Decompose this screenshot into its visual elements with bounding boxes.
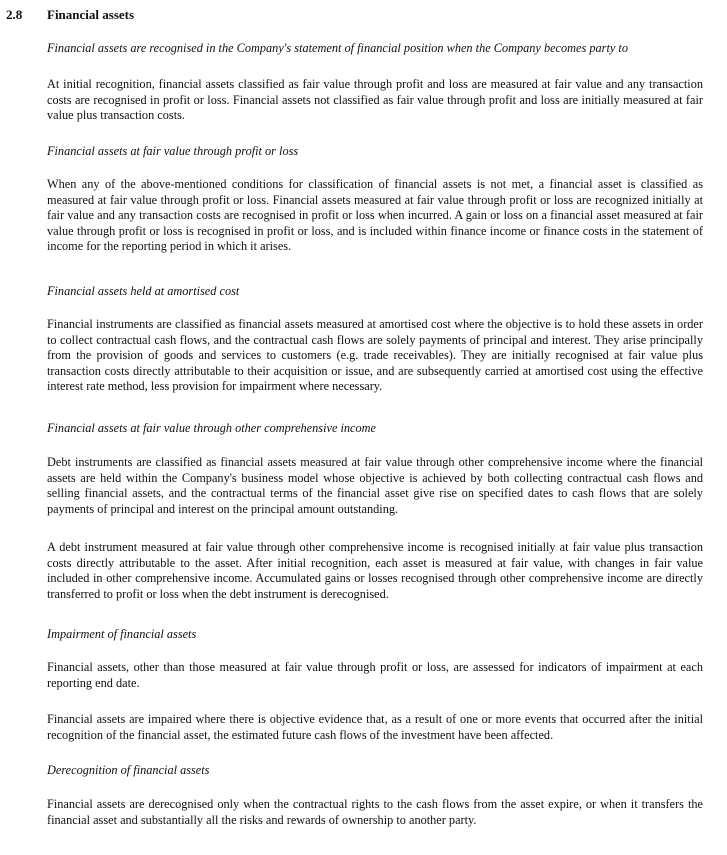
fvoci-classification-paragraph: Debt instruments are classified as financial assets measured at fair value through other comprehensive income where the financial assets are held within the Company's business model whose objective is achieved by both collecting contractual cash flows and selling financial assets, and the contractual terms of the financial asset give rise on specified dates to cash flows that are solely payments of principal and interest on the principal amount outstanding. — [47, 455, 703, 516]
amortised-cost-heading: Financial assets held at amortised cost — [47, 284, 240, 298]
fvoci-heading: Financial assets at fair value through other comprehensive income — [47, 421, 376, 435]
fvoci-measurement-paragraph: A debt instrument measured at fair value through other comprehensive income is recognised initially at fair value plus transaction costs directly attributable to the asset. After initial recognition, each asset is measured at fair value, with changes in fair value included in other comprehensive income. Accumulated gains or losses recognised through other comprehensive income are directly transferred to profit or loss when the debt instrument is derecognised. — [47, 540, 703, 601]
section-number: 2.8 — [6, 7, 23, 22]
initial-recognition-paragraph: At initial recognition, financial assets classified as fair value through profit and loss are measured at fair value and any transaction costs are recognised in profit or loss. Financial assets not classified as fair value through profit and loss are initially measured at fair value plus transaction costs. — [47, 77, 703, 123]
intro-heading: Financial assets are recognised in the Company's statement of financial position when the Company becomes party to — [47, 41, 628, 55]
fvtpl-heading: Financial assets at fair value through profit or loss — [47, 144, 299, 158]
derecognition-heading: Derecognition of financial assets — [47, 763, 210, 777]
derecognition-paragraph: Financial assets are derecognised only when the contractual rights to the cash flows from the asset expire, or when it transfers the financial asset and substantially all the risks and rewards of ownership to another party. — [47, 797, 703, 827]
amortised-cost-paragraph: Financial instruments are classified as financial assets measured at amortised cost where the objective is to hold these assets in order to collect contractual cash flows, and the contractual cash flows are solely payments of principal and interest. They arise principally from the provision of goods and services to customers (e.g. trade receivables). They are initially recognised at fair value plus transaction costs directly attributable to their acquisition or issue, and are subsequently carried at amortised cost using the effective interest rate method, less provision for impairment where necessary. — [47, 317, 703, 394]
fvtpl-paragraph: When any of the above-mentioned conditions for classification of financial assets is not met, a financial asset is classified as measured at fair value through profit or loss. Financial assets measured at fair value through profit or loss are recognized initially at fair value and any transaction costs are recognised in profit or loss when incurred. A gain or loss on a financial asset measured at fair value through profit or loss is recognised in profit or loss, and is included within finance income or finance costs in the statement of income for the reporting period in which it arises. — [47, 177, 703, 254]
impairment-evidence-paragraph: Financial assets are impaired where there is objective evidence that, as a result of one or more events that occurred after the initial recognition of the financial asset, the estimated future cash flows of the investment have been affected. — [47, 712, 703, 742]
impairment-heading: Impairment of financial assets — [47, 627, 197, 641]
impairment-assessment-paragraph: Financial assets, other than those measured at fair value through profit or loss, are assessed for indicators of impairment at each reporting end date. — [47, 660, 703, 690]
section-title: Financial assets — [47, 7, 135, 22]
